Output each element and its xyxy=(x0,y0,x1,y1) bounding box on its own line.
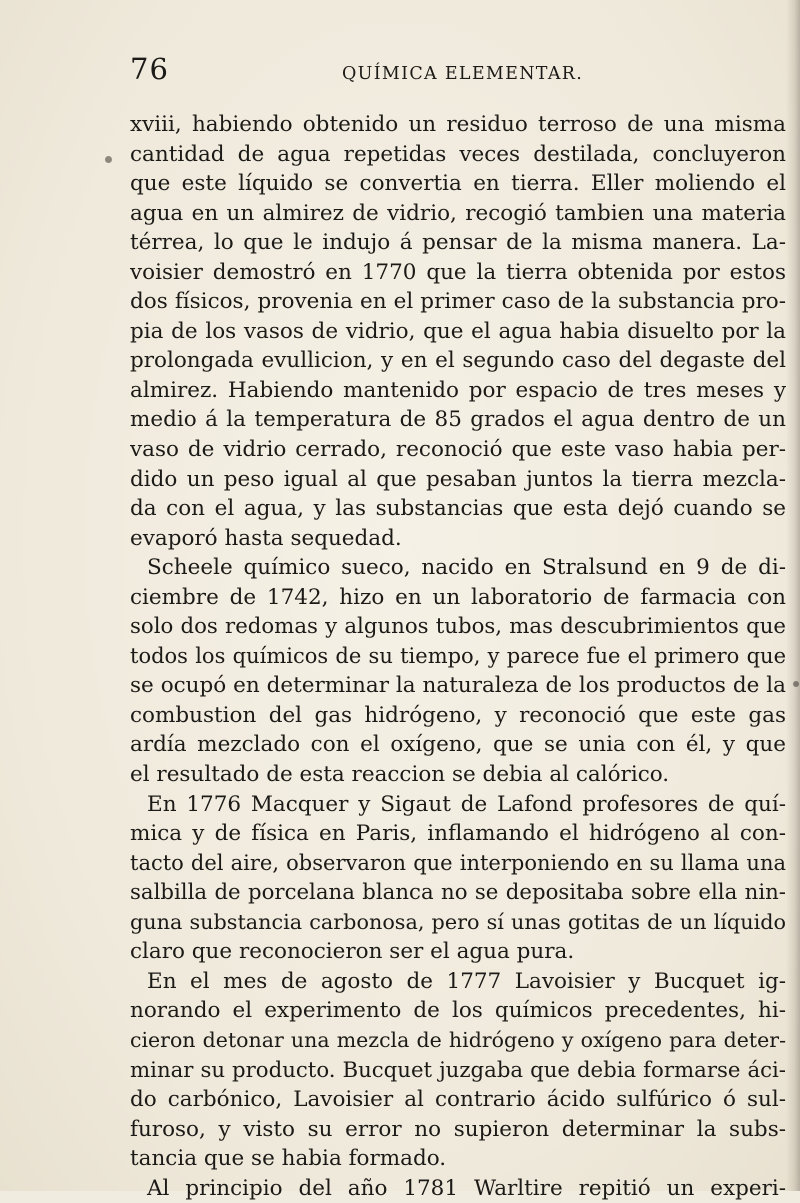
text-line: dido un peso igual al que pesaban juntos la tierra mezcla- xyxy=(130,466,786,492)
text-line: pia de los vasos de vidrio, que el agua habia disuelto por la xyxy=(130,318,786,344)
text-line: voisier demostró en 1770 que la tierra obtenida por estos xyxy=(130,259,786,285)
paragraph-first-line: En el mes de agosto de 1777 Lavoisier y Bucquet ig- xyxy=(147,968,786,994)
paragraph-first-line: En 1776 Macquer y Sigaut de Lafond profesores de quí- xyxy=(147,791,786,817)
text-line: agua en un almirez de vidrio, recogió tambien una materia xyxy=(130,200,786,226)
page-header xyxy=(130,52,790,92)
text-line: cieron detonar una mezcla de hidrógeno y oxígeno para deter- xyxy=(130,1027,786,1052)
text-line: xviii, habiendo obtenido un residuo terroso de una misma xyxy=(130,112,786,137)
text-line: combustion del gas hidrógeno, y reconoció que este gas xyxy=(130,702,786,728)
text-line: do carbónico, Lavoisier al contrario ácido sulfúrico ó sul- xyxy=(130,1087,786,1113)
text-line: solo dos redomas y algunos tubos, mas descubrimientos que xyxy=(130,614,786,640)
text-line: vaso de vidrio cerrado, reconoció que este vaso habia per- xyxy=(130,437,786,463)
body-text xyxy=(130,110,786,1203)
text-line: minar su producto. Bucquet juzgaba que debia formarse áci- xyxy=(130,1057,786,1083)
text-line: tacto del aire, observaron que interponiendo en su llama una xyxy=(130,850,786,875)
text-line: todos los químicos de su tiempo, y parece fue el primero que xyxy=(130,643,786,668)
text-line: se ocupó en determinar la naturaleza de los productos de la xyxy=(130,673,786,699)
text-line: el resultado de esta reaccion se debia al calórico. xyxy=(130,762,670,788)
text-line: tancia que se habia formado. xyxy=(130,1146,447,1172)
text-line: salbilla de porcelana blanca no se depositaba sobre ella nin- xyxy=(130,880,786,906)
text-line: norando el experimento de los químicos precedentes, hi- xyxy=(130,998,786,1024)
text-line: guna substancia carbonosa, pero sí unas gotitas de un líquido xyxy=(130,909,786,934)
text-line: térrea, lo que le indujo á pensar de la misma manera. La- xyxy=(130,230,786,256)
text-line: prolongada evullicion, y en el segundo caso del degaste del xyxy=(130,348,786,374)
text-line: ardía mezclado con el oxígeno, que se unia con él, y que xyxy=(130,732,786,758)
text-line: medio á la temperatura de 85 grados el agua dentro de un xyxy=(130,407,786,433)
text-line: cantidad de agua repetidas veces destilada, concluyeron xyxy=(130,141,786,167)
text-line: ciembre de 1742, hizo en un laboratorio de farmacia con xyxy=(130,584,786,610)
text-line: da con el agua, y las substancias que esta dejó cuando se xyxy=(130,496,786,522)
text-line: que este líquido se convertia en tierra. Eller moliendo el xyxy=(130,171,786,197)
text-line: claro que reconocieron ser el agua pura. xyxy=(130,939,575,965)
paragraph-first-line: Al principio del año 1781 Warltire repitió un experi- xyxy=(147,1175,786,1201)
text-line: almirez. Habiendo mantenido por espacio de tres meses y xyxy=(130,377,786,403)
page-edge-shadow xyxy=(786,0,800,1191)
page-number: 76 xyxy=(130,52,169,86)
ink-speck xyxy=(105,156,112,163)
ink-speck xyxy=(793,681,799,687)
paragraph-first-line: Scheele químico sueco, nacido en Stralsund en 9 de di- xyxy=(147,555,786,581)
running-title: QUÍMICA ELEMENTAR. xyxy=(342,64,584,84)
text-line: dos físicos, provenia en el primer caso de la substancia pro- xyxy=(130,289,786,315)
text-line: evaporó hasta sequedad. xyxy=(130,525,402,551)
text-line: mica y de física en Paris, inflamando el hidrógeno al con- xyxy=(130,821,786,847)
text-line: furoso, y visto su error no supieron determinar la subs- xyxy=(130,1116,786,1142)
